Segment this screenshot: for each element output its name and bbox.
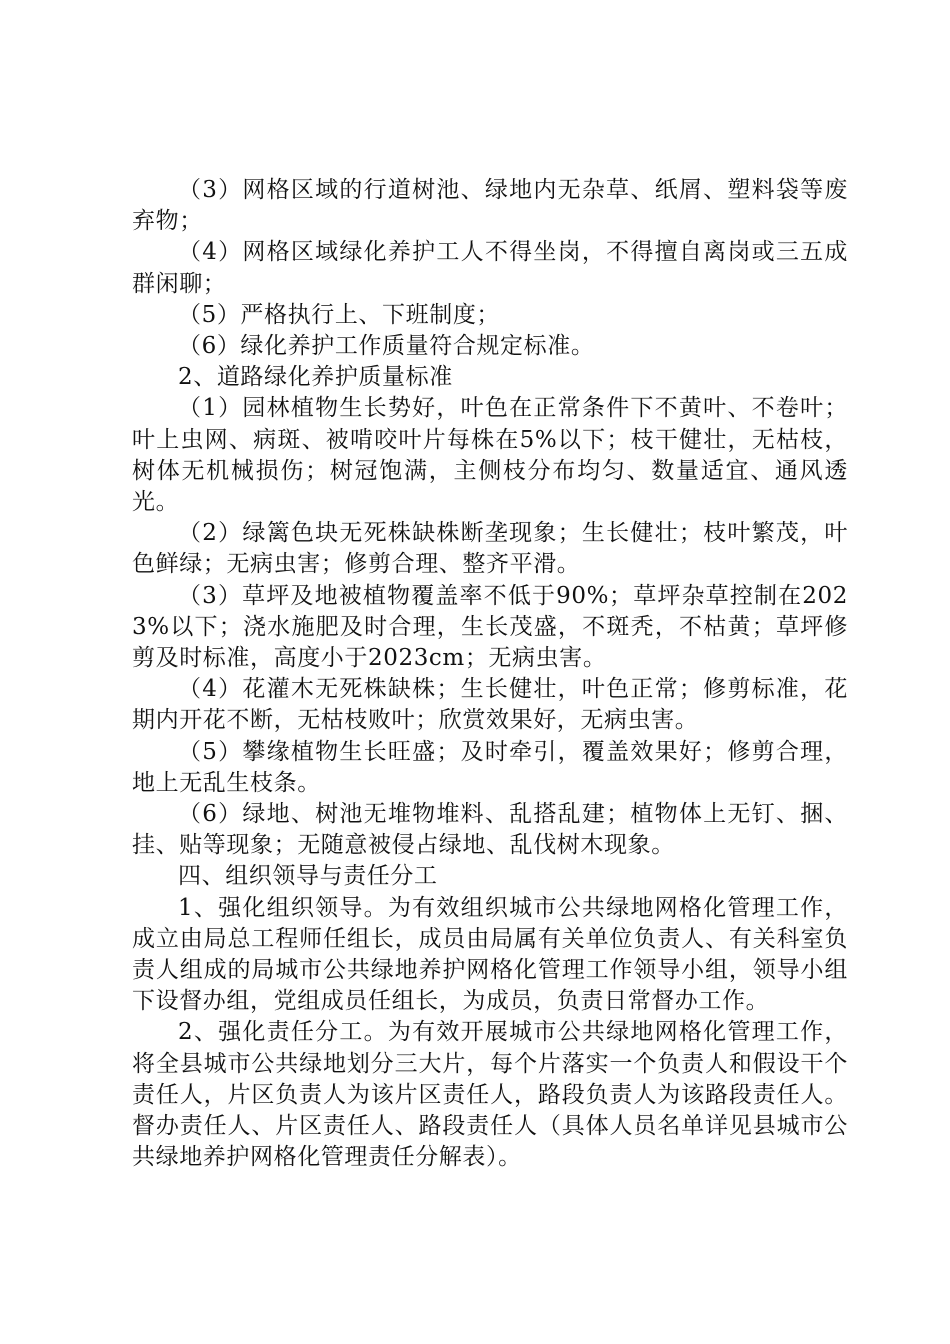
paragraph-standard-3: （3）草坪及地被植物覆盖率不低于90%；草坪杂草控制在2023%以下；浇水施肥及时合理，生长茂盛，不斑秃，不枯黄；草坪修剪及时标准，高度小于2023cm；无病虫害。 [132,582,848,672]
paragraph-standard-6: （6）绿地、树池无堆物堆料、乱搭乱建；植物体上无钉、捆、挂、贴等现象；无随意被侵占绿地、乱伐树木现象。 [132,801,848,859]
paragraph-standard-2: （2）绿篱色块无死株缺株断垄现象；生长健壮；枝叶繁茂，叶色鲜绿；无病虫害；修剪合理、整齐平滑。 [132,520,848,578]
section-heading-organization: 四、组织领导与责任分工 [178,863,438,890]
paragraph-standard-1: （1）园林植物生长势好，叶色在正常条件下不黄叶、不卷叶；叶上虫网、病斑、被啃咬叶片每株在5%以下；枝干健壮，无枯枝，树体无机械损伤；树冠饱满，主侧枝分布均匀、数量适宜、通风透光。 [132,395,848,516]
paragraph-responsibility-division: 2、强化责任分工。为有效开展城市公共绿地网格化管理工作，将全县城市公共绿地划分三大片，每个片落实一个负责人和假设干个责任人，片区负责人为该片区责任人，路段负责人为该路段责任人。督办责任人、片区责任人、路段责任人（具体人员名单详见县城市公共绿地养护网格化管理责任分解表）。 [132,1019,848,1171]
paragraph-organization-leadership: 1、强化组织领导。为有效组织城市公共绿地网格化管理工作，成立由局总工程师任组长，成员由局属有关单位负责人、有关科室负责人组成的局城市公共绿地养护网格化管理工作领导小组，领导小组下设督办组，党组成员任组长，为成员，负责日常督办工作。 [132,894,848,1015]
paragraph-item-3: （3）网格区域的行道树池、绿地内无杂草、纸屑、塑料袋等废弃物； [132,177,848,235]
section-heading-road-greening: 2、道路绿化养护质量标准 [178,364,453,391]
paragraph-item-6: （6）绿化养护工作质量符合规定标准。 [178,333,595,360]
paragraph-item-4: （4）网格区域绿化养护工人不得坐岗，不得擅自离岗或三五成群闲聊； [132,239,848,297]
paragraph-standard-5: （5）攀缘植物生长旺盛；及时牵引，覆盖效果好；修剪合理，地上无乱生枝条。 [132,738,848,796]
paragraph-item-5: （5）严格执行上、下班制度； [178,301,501,328]
paragraph-standard-4: （4）花灌木无死株缺株；生长健壮，叶色正常；修剪标准，花期内开花不断，无枯枝败叶；欣赏效果好，无病虫害。 [132,676,848,734]
document-body [132,175,848,1174]
